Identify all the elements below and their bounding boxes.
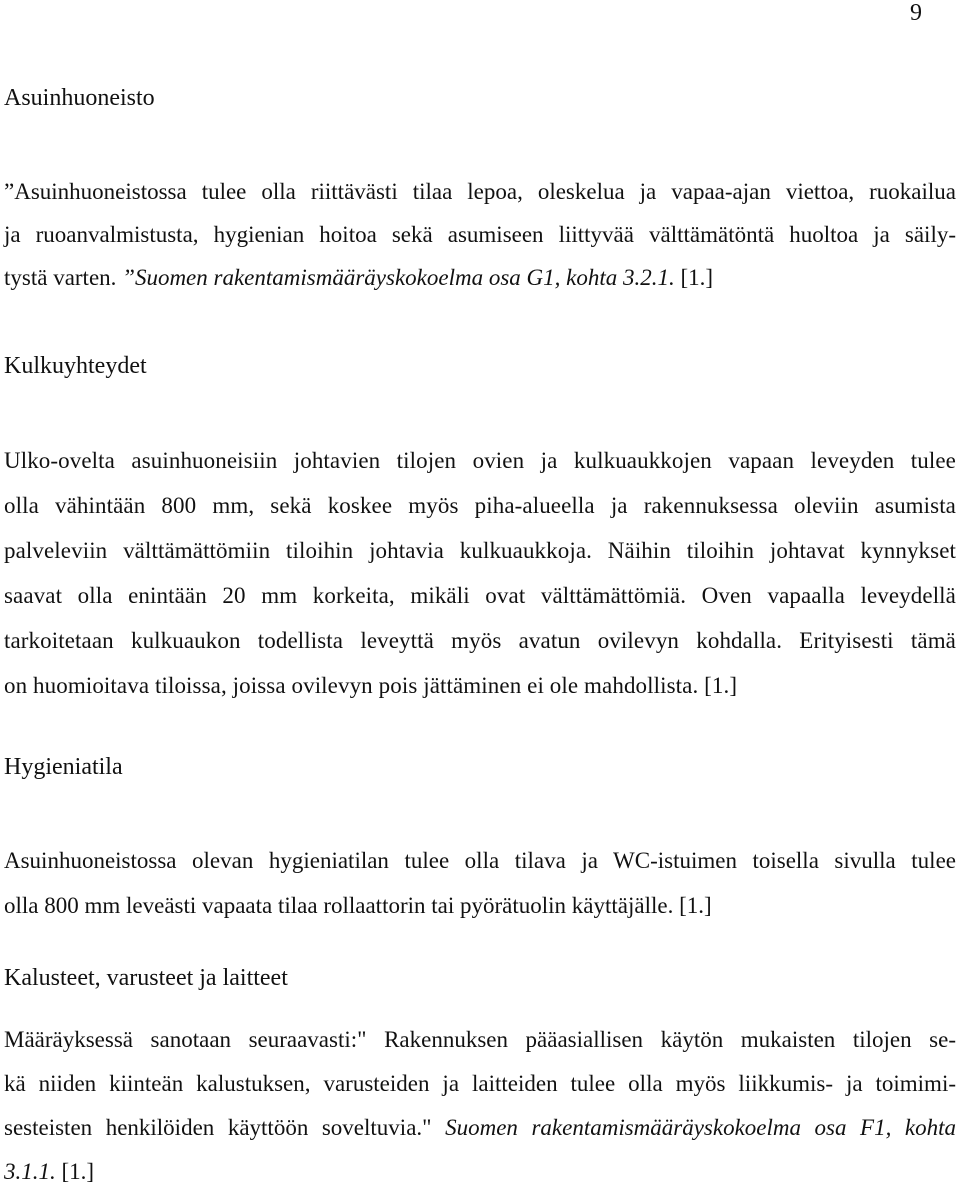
paragraph-kulkuyhteydet xyxy=(4,438,956,708)
paragraph-line: ja ruoanvalmistusta, hygienian hoitoa sekä asumiseen liittyvää välttämätöntä huoltoa ja säily- xyxy=(4,222,956,247)
paragraph-hygieniatila xyxy=(4,838,956,928)
reference: [1.] xyxy=(674,265,714,290)
paragraph-line: Ulko-ovelta asuinhuoneisiin johtavien tilojen ovien ja kulkuaukkojen vapaan leveyden tulee xyxy=(4,448,956,473)
citation: ”Suomen rakentamismääräyskokoelma osa G1, kohta 3.2.1. xyxy=(122,265,675,290)
paragraph-line: Asuinhuoneistossa olevan hygieniatilan tulee olla tilava ja WC-istuimen toisella sivulla tulee xyxy=(4,848,956,873)
paragraph-line: olla vähintään 800 mm, sekä koskee myös piha-alueella ja rakennuksessa oleviin asumista xyxy=(4,493,956,518)
line-text: sesteisten henkilöiden käyttöön soveltuvia." xyxy=(4,1115,446,1140)
paragraph-line xyxy=(4,1106,956,1150)
heading-kulkuyhteydet: Kulkuyhteydet xyxy=(4,353,147,379)
page-number: 9 xyxy=(910,0,922,26)
paragraph-line: on huomioitava tiloissa, joissa ovilevyn pois jättäminen ei ole mahdollista. [1.] xyxy=(4,673,738,698)
paragraph-asuinhuoneisto xyxy=(4,170,956,299)
heading-asuinhuoneisto: Asuinhuoneisto xyxy=(4,85,155,111)
paragraph-line: tarkoitetaan kulkuaukon todellista leveyttä myös avatun ovilevyn kohdalla. Erityisesti tämä xyxy=(4,628,956,653)
paragraph-line: palveleviin välttämättömiin tiloihin johtavia kulkuaukkoja. Näihin tiloihin johtavat kynnykset xyxy=(4,538,956,563)
paragraph-line: kä niiden kiinteän kalustuksen, varusteiden ja laitteiden tulee olla myös liikkumis- ja toimimi- xyxy=(4,1071,956,1096)
citation: Suomen rakentamismääräyskokoelma osa F1, kohta xyxy=(445,1115,956,1140)
paragraph-kalusteet xyxy=(4,1018,956,1194)
reference: [1.] xyxy=(55,1159,95,1184)
paragraph-line xyxy=(4,1150,956,1194)
paragraph-line: saavat olla enintään 20 mm korkeita, mikäli ovat välttämättömiä. Oven vapaalla leveydellä xyxy=(4,583,956,608)
heading-hygieniatila: Hygieniatila xyxy=(4,754,123,780)
paragraph-line: ”Asuinhuoneistossa tulee olla riittävästi tilaa lepoa, oleskelua ja vapaa-ajan viettoa, ruokailua xyxy=(4,179,956,204)
citation: 3.1.1. xyxy=(4,1159,56,1184)
paragraph-line: olla 800 mm leveästi vapaata tilaa rollaattorin tai pyörätuolin käyttäjälle. [1.] xyxy=(4,893,712,918)
line-text: tystä varten. xyxy=(4,265,123,290)
paragraph-line xyxy=(4,256,956,299)
heading-kalusteet: Kalusteet, varusteet ja laitteet xyxy=(4,965,288,991)
paragraph-line: Määräyksessä sanotaan seuraavasti:" Rakennuksen pääasiallisen käytön mukaisten tilojen se- xyxy=(4,1027,956,1052)
